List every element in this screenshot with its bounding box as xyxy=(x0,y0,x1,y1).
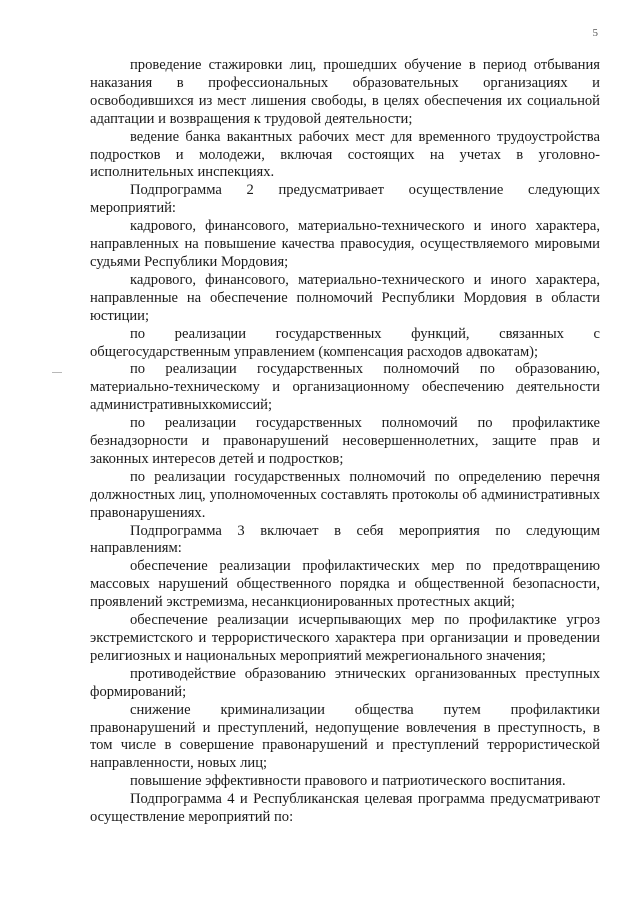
paragraph: Подпрограмма 3 включает в себя мероприятия по следующим направлениям: xyxy=(90,522,600,557)
margin-mark xyxy=(52,372,62,373)
paragraph: по реализации государственных полномочий по образованию, материально-техническому и организационному обеспечению деятельности административныхкомиссий; xyxy=(90,361,600,414)
page-number: 5 xyxy=(592,27,598,39)
paragraph: по реализации государственных функций, связанных с общегосударственным управлением (компенсация расходов адвокатам); xyxy=(90,325,600,360)
paragraph: повышение эффективности правового и патриотического воспитания. xyxy=(130,773,566,790)
paragraph: противодействие образованию этнических организованных преступных формирований; xyxy=(90,665,600,700)
paragraph: по реализации государственных полномочий по профилактике безнадзорности и правонарушений несовершеннолетних, защите прав и законных интересов детей и подростков; xyxy=(90,415,600,467)
paragraph: обеспечение реализации исчерпывающих мер по профилактике угроз экстремистского и террористического характера при организации и проведении религиозных и национальных мероприятий межрегионального значения; xyxy=(90,612,600,664)
paragraph: обеспечение реализации профилактических мер по предотвращению массовых нарушений общественного порядка и общественной безопасности, проявлений экстремизма, несанкционированных протестных акций; xyxy=(90,558,600,611)
paragraph: проведение стажировки лиц, прошедших обучение в период отбывания наказания в профессиональных образовательных организациях и освободившихся из мест лишения свободы, в целях обеспечения их социальной адаптации и возвращения к трудовой деятельности; xyxy=(90,57,600,127)
paragraph: по реализации государственных полномочий по определению перечня должностных лиц, уполномоченных составлять протоколы об административных правонарушениях. xyxy=(90,468,600,521)
paragraph: снижение криминализации общества путем профилактики правонарушений и преступлений, недопущение вовлечения в преступность, в том числе в совершение правонарушений и преступлений террористической направленности, новых лиц; xyxy=(90,701,600,772)
paragraph: Подпрограмма 4 и Республиканская целевая программа предусматривают осуществление мероприятий по: xyxy=(90,791,600,826)
paragraph: ведение банка вакантных рабочих мест для временного трудоустройства подростков и молодежи, включая состоящих на учетах в уголовно-исполнительных инспекциях. xyxy=(90,128,600,181)
document-body xyxy=(90,57,600,827)
paragraph: кадрового, финансового, материально-технического и иного характера, направленные на обеспечение полномочий Республики Мордовия в области юстиции; xyxy=(90,271,600,324)
paragraph: кадрового, финансового, материально-технического и иного характера, направленных на повышение качества правосудия, осуществляемого мировыми судьями Республики Мордовия; xyxy=(90,218,600,270)
paragraph: Подпрограмма 2 предусматривает осуществление следующих мероприятий: xyxy=(90,182,600,217)
